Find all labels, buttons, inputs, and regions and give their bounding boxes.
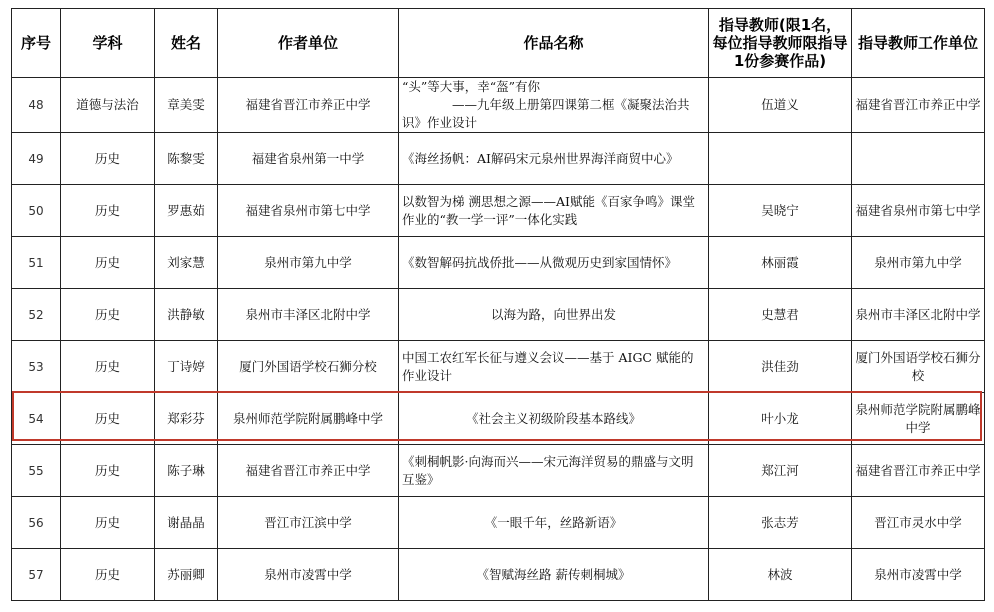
cell-teacher: 洪佳劲 (709, 341, 852, 393)
header-row (12, 9, 985, 78)
table-row (12, 393, 985, 445)
cell-teacher: 史慧君 (709, 289, 852, 341)
cell-teacher-unit: 泉州市丰泽区北附中学 (852, 289, 985, 341)
cell-unit: 泉州市凌霄中学 (218, 549, 399, 601)
table-row (12, 78, 985, 133)
table-row (12, 237, 985, 289)
header-unit: 作者单位 (218, 9, 399, 78)
award-table (11, 8, 985, 601)
header-teacher: 指导教师(限1名，每位指导教师限指导1份参赛作品) (709, 9, 852, 78)
cell-teacher (709, 133, 852, 185)
cell-unit: 晋江市江滨中学 (218, 497, 399, 549)
cell-seq: 51 (12, 237, 61, 289)
header-teacher-unit: 指导教师工作单位 (852, 9, 985, 78)
cell-teacher: 林波 (709, 549, 852, 601)
cell-work: 《智赋海丝路 薪传刺桐城》 (399, 549, 709, 601)
cell-work: 《数智解码抗战侨批——从微观历史到家国情怀》 (399, 237, 709, 289)
header-name: 姓名 (155, 9, 218, 78)
table-row (12, 497, 985, 549)
cell-subject: 历史 (61, 445, 155, 497)
cell-name: 陈黎雯 (155, 133, 218, 185)
cell-teacher-unit (852, 133, 985, 185)
cell-unit: 福建省泉州第一中学 (218, 133, 399, 185)
cell-subject: 历史 (61, 497, 155, 549)
cell-seq: 57 (12, 549, 61, 601)
cell-name: 罗惠茹 (155, 185, 218, 237)
cell-work: “头”等大事，幸“盔”有你 ——九年级上册第四课第二框《凝聚法治共识》作业设计 (399, 78, 709, 133)
cell-subject: 道德与法治 (61, 78, 155, 133)
cell-work: 《社会主义初级阶段基本路线》 (399, 393, 709, 445)
cell-teacher-unit: 厦门外国语学校石狮分校 (852, 341, 985, 393)
cell-work: 以海为路，向世界出发 (399, 289, 709, 341)
cell-subject: 历史 (61, 549, 155, 601)
cell-work: 以数智为梯 溯思想之源——AI赋能《百家争鸣》课堂作业的“教一学一评”一体化实践 (399, 185, 709, 237)
table-row (12, 445, 985, 497)
cell-unit: 泉州市丰泽区北附中学 (218, 289, 399, 341)
cell-seq: 48 (12, 78, 61, 133)
cell-name: 郑彩芬 (155, 393, 218, 445)
cell-teacher-unit: 晋江市灵水中学 (852, 497, 985, 549)
cell-seq: 56 (12, 497, 61, 549)
cell-work: 《刺桐帆影·向海而兴——宋元海洋贸易的鼎盛与文明互鉴》 (399, 445, 709, 497)
cell-seq: 52 (12, 289, 61, 341)
cell-teacher: 林丽霞 (709, 237, 852, 289)
cell-seq: 55 (12, 445, 61, 497)
table-row (12, 289, 985, 341)
cell-unit: 厦门外国语学校石狮分校 (218, 341, 399, 393)
cell-name: 刘家慧 (155, 237, 218, 289)
cell-subject: 历史 (61, 289, 155, 341)
cell-name: 丁诗婷 (155, 341, 218, 393)
cell-teacher: 吴晓宁 (709, 185, 852, 237)
cell-subject: 历史 (61, 185, 155, 237)
cell-name: 苏丽卿 (155, 549, 218, 601)
cell-work: 中国工农红军长征与遵义会议——基于 AIGC 赋能的作业设计 (399, 341, 709, 393)
cell-name: 谢晶晶 (155, 497, 218, 549)
cell-subject: 历史 (61, 393, 155, 445)
cell-teacher-unit: 泉州市凌霄中学 (852, 549, 985, 601)
cell-work: 《一眼千年，丝路新语》 (399, 497, 709, 549)
cell-teacher: 叶小龙 (709, 393, 852, 445)
cell-unit: 福建省晋江市养正中学 (218, 78, 399, 133)
cell-seq: 53 (12, 341, 61, 393)
cell-teacher-unit: 福建省晋江市养正中学 (852, 78, 985, 133)
cell-teacher-unit: 福建省泉州市第七中学 (852, 185, 985, 237)
cell-teacher-unit: 泉州市第九中学 (852, 237, 985, 289)
table-row (12, 185, 985, 237)
cell-teacher-unit: 福建省晋江市养正中学 (852, 445, 985, 497)
header-work: 作品名称 (399, 9, 709, 78)
table-row (12, 549, 985, 601)
cell-name: 陈子琳 (155, 445, 218, 497)
cell-subject: 历史 (61, 237, 155, 289)
cell-teacher: 伍道义 (709, 78, 852, 133)
cell-unit: 福建省晋江市养正中学 (218, 445, 399, 497)
cell-unit: 泉州市第九中学 (218, 237, 399, 289)
cell-seq: 54 (12, 393, 61, 445)
cell-seq: 49 (12, 133, 61, 185)
cell-teacher-unit: 泉州师范学院附属鹏峰中学 (852, 393, 985, 445)
cell-work: 《海丝扬帆：AI解码宋元泉州世界海洋商贸中心》 (399, 133, 709, 185)
cell-subject: 历史 (61, 133, 155, 185)
header-subject: 学科 (61, 9, 155, 78)
cell-subject: 历史 (61, 341, 155, 393)
table-row (12, 133, 985, 185)
cell-seq: 50 (12, 185, 61, 237)
cell-unit: 福建省泉州市第七中学 (218, 185, 399, 237)
cell-name: 洪静敏 (155, 289, 218, 341)
cell-teacher: 郑江河 (709, 445, 852, 497)
cell-name: 章美雯 (155, 78, 218, 133)
table-row (12, 341, 985, 393)
cell-teacher: 张志芳 (709, 497, 852, 549)
cell-unit: 泉州师范学院附属鹏峰中学 (218, 393, 399, 445)
header-seq: 序号 (12, 9, 61, 78)
